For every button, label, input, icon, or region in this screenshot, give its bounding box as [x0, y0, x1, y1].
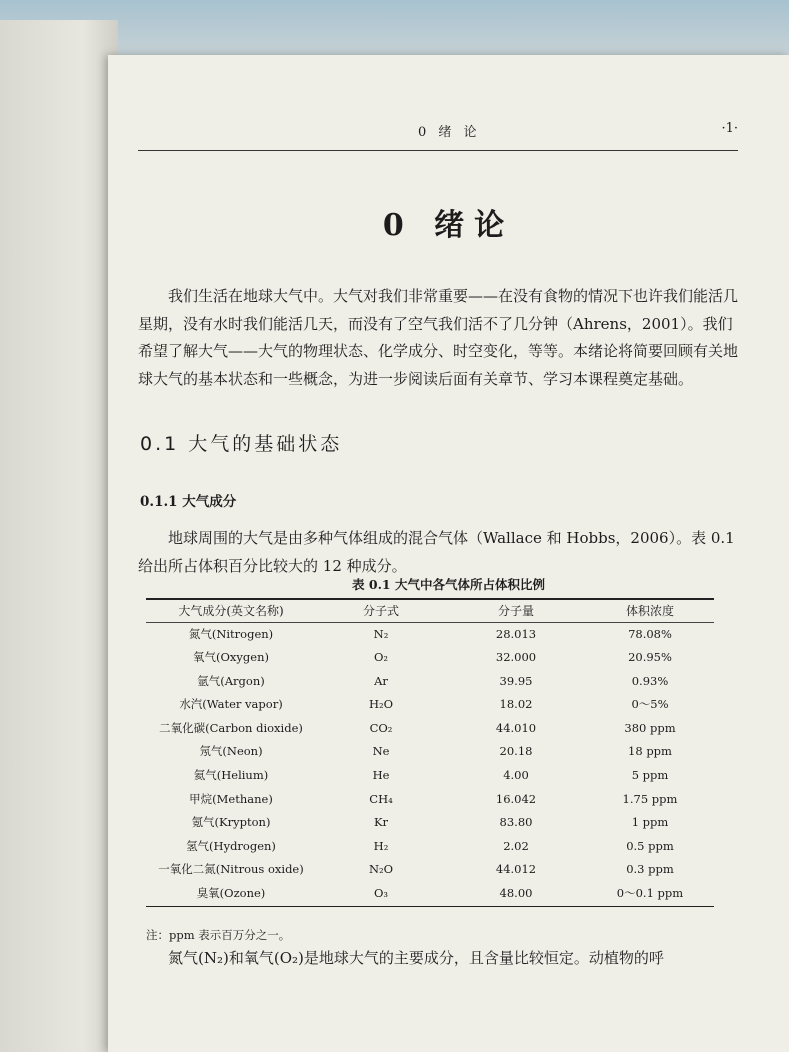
table-bottom-rule [146, 906, 714, 908]
table-row [146, 788, 714, 812]
table-cell: 20.95% [628, 650, 672, 665]
table-cell: 氧气(Oxygen) [193, 650, 269, 665]
table-cell: N₂ [373, 626, 389, 641]
table-row [146, 740, 714, 764]
intro-paragraph: 我们生活在地球大气中。大气对我们非常重要——在没有食物的情况下也许我们能活几星期，没有水时我们能活几天，而没有了空气我们活不了几分钟（Ahrens，2001）。我们希望了解大气——大气的物理状态、化学成分、时空变化，等等。本绪论将简要回顾有关地球大气的基本状态和一些概念，为进一步阅读后面有关章节、学习本课程奠定基础。 [138, 287, 739, 388]
table-cell: O₃ [373, 886, 389, 901]
header-cell: 体积浓度 [625, 603, 674, 618]
table-row [146, 646, 714, 670]
table-cell: 氖气(Neon) [199, 744, 263, 759]
table-cell: 氮气(Nitrogen) [188, 626, 274, 641]
table-cell: Ne [372, 744, 390, 759]
table-cell: 0～5% [631, 697, 669, 712]
table-cell: 二氧化碳(Carbon dioxide) [159, 720, 303, 735]
table-cell: 4.00 [503, 768, 529, 783]
table-cell: 18 ppm [628, 744, 672, 759]
table-row [146, 835, 714, 859]
running-head [138, 121, 738, 145]
table-cell: CO₂ [369, 720, 393, 735]
table-cell: 5 ppm [631, 768, 669, 783]
table-cell: 氦气(Helium) [193, 768, 269, 783]
table-cell: Ar [374, 673, 388, 688]
table-row [146, 764, 714, 788]
table-cell: N₂O [368, 862, 394, 877]
header-cell: 分子量 [497, 603, 534, 618]
table-cell: 28.013 [495, 626, 537, 641]
table-header-row [146, 600, 714, 622]
table-cell: 甲烷(Methane) [189, 791, 273, 806]
table-cell: Kr [373, 815, 389, 830]
table-body [146, 623, 714, 906]
chapter-title: 0 绪论 [382, 208, 515, 243]
closing-paragraph: 氮气(N₂)和氧气(O₂)是地球大气的主要成分，且含量比较恒定。动植物的呼 [168, 949, 664, 967]
table-row [146, 811, 714, 835]
table-cell: 氪气(Krypton) [191, 815, 271, 830]
table-cell: 0.3 ppm [626, 862, 674, 877]
table-cell: 1.75 ppm [622, 791, 678, 806]
table-cell: 16.042 [495, 791, 537, 806]
table-cell: 44.012 [495, 862, 537, 877]
table-cell: H₂ [373, 838, 389, 853]
table-cell: 0.93% [631, 673, 669, 688]
table-cell: 一氧化二氮(Nitrous oxide) [158, 862, 304, 877]
background-shadow [0, 0, 789, 60]
table-cell: 32.000 [495, 650, 537, 665]
section-heading: 0.1 大气的基础状态 [140, 433, 343, 455]
table-cell: 氢气(Hydrogen) [186, 838, 276, 853]
table-cell: H₂O [368, 697, 394, 712]
book-page [108, 55, 789, 1052]
table-cell: 1 ppm [631, 815, 669, 830]
table-cell: 380 ppm [624, 720, 676, 735]
table-cell: 臭氧(Ozone) [196, 886, 266, 901]
left-page-edge [0, 20, 118, 1052]
page-number: ·1· [721, 121, 738, 136]
table-cell: He [372, 768, 390, 783]
table-row [146, 670, 714, 694]
table-cell: CH₄ [369, 791, 393, 806]
header-cell: 分子式 [362, 603, 399, 618]
table-row [146, 882, 714, 906]
table-cell: 氩气(Argon) [197, 673, 265, 688]
running-head-title: 0 绪 论 [418, 125, 481, 140]
composition-table [146, 598, 714, 907]
table-cell: 44.010 [495, 720, 537, 735]
table-cell: 83.80 [499, 815, 533, 830]
table-cell: 18.02 [499, 697, 533, 712]
table-row [146, 858, 714, 882]
table-note: 注：ppm 表示百万分之一。 [146, 928, 291, 942]
table-cell: 水汽(Water vapor) [179, 697, 283, 712]
header-rule [138, 150, 738, 151]
subsection-heading: 0.1.1 大气成分 [140, 494, 237, 510]
table-cell: 0～0.1 ppm [616, 886, 684, 901]
table-cell: 0.5 ppm [626, 838, 674, 853]
composition-paragraph: 地球周围的大气是由多种气体组成的混合气体（Wallace 和 Hobbs，2006）。表 0.1给出所占体积百分比较大的 12 种成分。 [138, 529, 735, 575]
table-cell: O₂ [373, 650, 389, 665]
table-cell: 20.18 [499, 744, 533, 759]
table-cell: 78.08% [628, 626, 672, 641]
table-row [146, 717, 714, 741]
table-cell: 39.95 [499, 673, 533, 688]
table-row [146, 693, 714, 717]
header-cell: 大气成分(英文名称) [178, 603, 284, 618]
table-cell: 2.02 [503, 838, 529, 853]
table-row [146, 623, 714, 647]
table-cell: 48.00 [499, 886, 533, 901]
table-caption: 表 0.1 大气中各气体所占体积比例 [352, 577, 545, 592]
